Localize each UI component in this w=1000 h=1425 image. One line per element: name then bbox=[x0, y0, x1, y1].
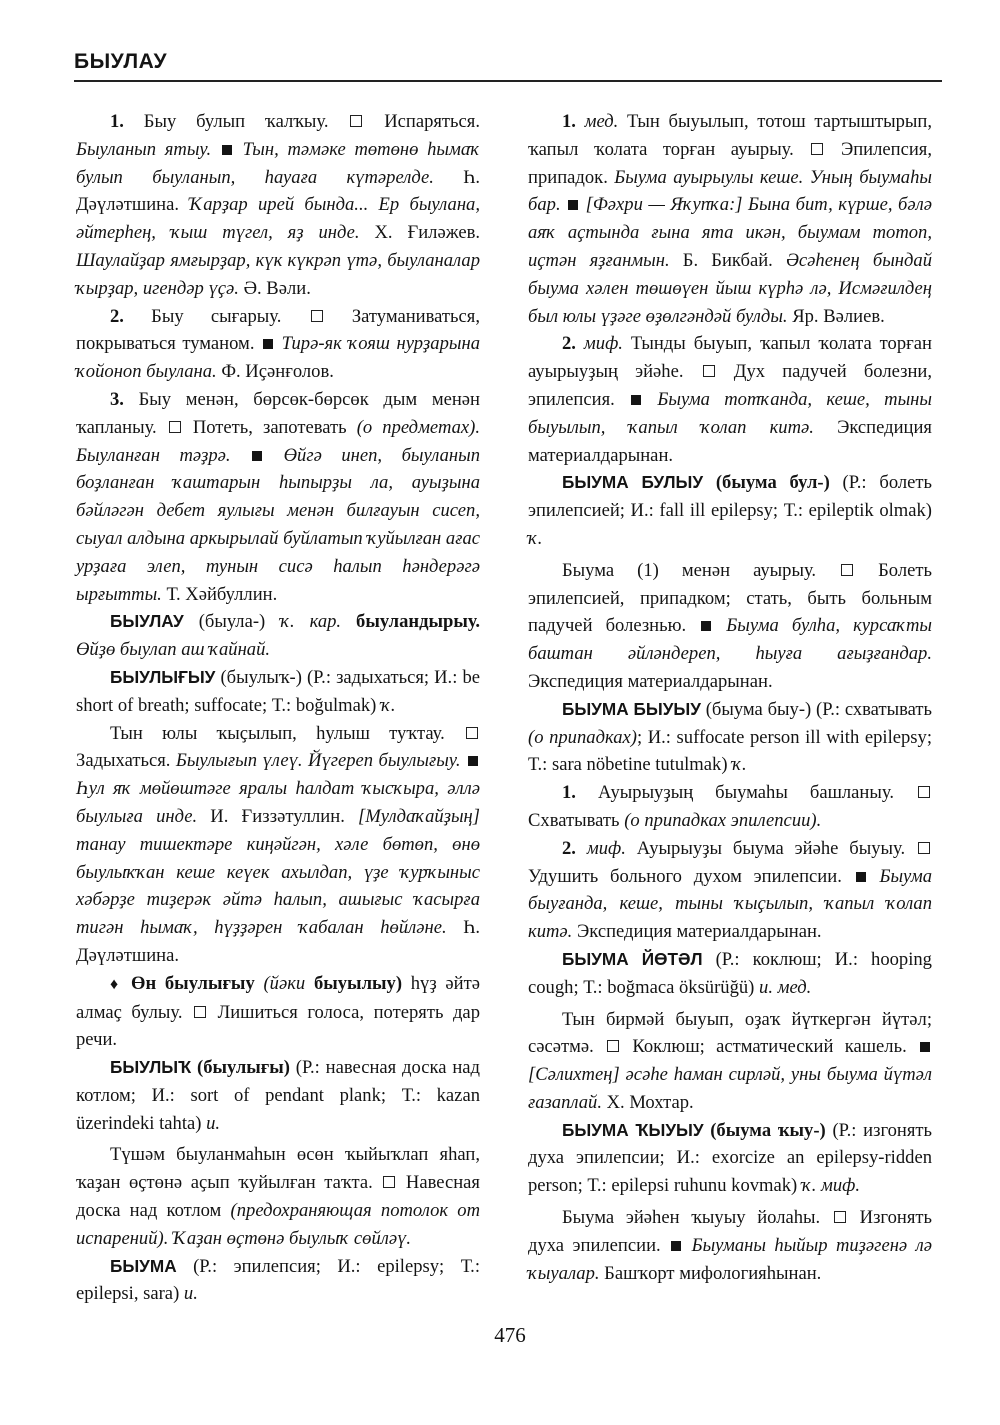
entry-byuma: БЫУМА (Р.: эпилепсия; И.: epilepsy; Т.: epilepsi, sara) и. bbox=[76, 1255, 480, 1305]
entry-byuma-byuyu-sense-1: 1. Ауырыуҙың быумаһы башланыу. Схватывать (о припадках эпилепсии). bbox=[528, 779, 932, 835]
russian-marker-icon bbox=[383, 1176, 395, 1188]
sense-3: 3. Быу менән, бөрсөк-бөрсөк дым менән ҡапланыу. Потеть, запотевать (о предметах). Быуланған тәҙрә. Өйгә инеп, быуланып боҙланған ҡаштарын һыпырҙы ла, ауыҙына бәйләгән дебет яулығы менән билғауын сисеп, сыуал алдына аркырылай буйлатып ҡуйылған ағас урҙаға элеп, тунын сисә һалып һәндерәгә ырғытты. Т. Хәйбуллин. bbox=[76, 388, 481, 605]
example-marker-icon bbox=[568, 200, 578, 210]
entry-byulyq: БЫУЛЫҠ (быулығы) (Р.: навесная доска над котлом; И.: sort of pendant plank; Т.: kazan üzerindeki tahta) и. bbox=[76, 1057, 480, 1134]
entry-byuma-yotel-sense: Тын бирмәй быуып, оҙаҡ йүткергән йүтәл; сәсәтмә. Коклюш; астматический кашель. [Сәлихтең] әсәһе һаман сирләй, уны быума йүтәл ғазаплай. Х. Мохтар. bbox=[528, 1008, 932, 1113]
russian-marker-icon bbox=[350, 115, 362, 127]
entry-byulyghyu: БЫУЛЫҒЫУ (быулыҡ-) (Р.: задыхаться; И.: be short of breath; suffocate; Т.: boğulmak) ҡ. bbox=[76, 666, 480, 716]
phrase-on-byulyghyu: ♦ Өн быулығыу (йәки быуылыу) һүҙ әйтә алмаҫ булыу. Лишиться голоса, потерять дар речи. bbox=[76, 972, 480, 1051]
entry-byuma-byuyu-sense-2: 2. миф. Ауырыуҙы быума эйәһе быуыу. Удушить больного духом эпилепсии. Быума быуғанда, кеше, тыны ҡыҫылып, ҡапыл ҡолап китә. Экспедиция материалдарынан. bbox=[528, 837, 932, 943]
sense-2: 2. Быу сығарыу. Затуманиваться, покрываться туманом. Тирә-як ҡояш нурҙарына ҡойоноп быулана. Ф. Иҫәнғолов. bbox=[76, 305, 480, 383]
russian-marker-icon bbox=[841, 564, 853, 576]
russian-marker-icon bbox=[466, 727, 478, 739]
russian-marker-icon bbox=[918, 842, 930, 854]
russian-marker-icon bbox=[834, 1211, 846, 1223]
header-rule bbox=[74, 80, 942, 82]
running-header: БЫУЛАУ bbox=[74, 50, 168, 73]
byuma-sense-2: 2. миф. Тынды быуып, ҡапыл ҡолата торған ауырыуҙың эйәһе. Дух падучей болезни, эпилепсия. Быума тотҡанда, кеше, тыны быуылып, ҡапыл ҡолап китә. Экспедиция материалдарынан. bbox=[528, 333, 933, 466]
russian-marker-icon bbox=[311, 310, 323, 322]
russian-marker-icon bbox=[607, 1040, 619, 1052]
byuma-sense-1: 1. мед. Тын быуылып, тотош тартыштырып, ҡапыл ҡолата торған ауырыу. Эпилепсия, припадок. Быума ауырыулы кеше. Уның быумаһы бар. [Фәхри — Яҡупҡа:] Бына бит, күрше, бәлә аяҡ аҫтында ғына ята икән, быумам тотоп, иҫтән яҙғанмын. Б. Бикбай. Әсәһенең бындай быума хәлен төшөүен йыш күрһә лә, Исмәғилдең был юлы үҙәге өҙөлгәндәй булды. Яр. Вәлиев. bbox=[528, 111, 933, 327]
example-marker-icon bbox=[263, 339, 273, 349]
russian-marker-icon bbox=[169, 421, 181, 433]
example-marker-icon bbox=[856, 872, 866, 882]
entry-byuma-byuyu: БЫУМА БЫУЫУ (быума быу-) (Р.: схватывать (о припадках); И.: suffocate person ill with epilepsy; Т.: sara nöbetine tutulmak) ҡ. bbox=[528, 698, 932, 776]
entry-byuma-bulyu-sense: Быума (1) менән ауырыу. Болеть эпилепсией, припадком; стать, быть больным падучей болезнью. Быума булһа, курсаҡты баштан әйләндереп, һыуға ағыҙғандар. Экспедиция материалдарынан. bbox=[528, 559, 933, 692]
example-marker-icon bbox=[631, 395, 641, 405]
entry-byuma-yotel: БЫУМА ЙӨТӘЛ (Р.: коклюш; И.: hooping cough; Т.: boğmaca öksürüğü) и. мед. bbox=[528, 948, 932, 998]
page-number: 476 bbox=[494, 1323, 526, 1347]
example-marker-icon bbox=[701, 621, 711, 631]
russian-marker-icon bbox=[918, 786, 930, 798]
phrase-diamond-icon: ♦ bbox=[110, 975, 123, 993]
right-column bbox=[528, 108, 932, 1287]
entry-byuma-quyyu: БЫУМА ҠЫУЫУ (быума ҡыу-) (Р.: изгонять духа эпилепсии; И.: exorcize an epilepsy-ridden person; Т.: epilepsi ruhunu kovmak) ҡ. миф. bbox=[528, 1119, 933, 1197]
entry-byuma-bulyu: БЫУМА БУЛЫУ (быума бул-) (Р.: болеть эпилепсией; И.: fall ill epilepsy; Т.: epileptik olmak) ҡ. bbox=[528, 472, 933, 549]
russian-marker-icon bbox=[194, 1006, 206, 1018]
example-marker-icon bbox=[671, 1241, 681, 1251]
entry-byulau: БЫУЛАУ (быула-) ҡ. кар. быуландырыу. Өйҙө быулап аш ҡайнай. bbox=[76, 611, 480, 661]
russian-marker-icon bbox=[811, 143, 823, 155]
entry-byulyq-sense: Түшәм быуланмаһын өсөн ҡыйыҡлап яһап, ҡаҙан өҫтөнә аҫып ҡуйылған таҡта. Навесная доска над котлом (предохраняющая потолок от испарений). Ҡаҙан өҫтөнә быулыҡ сөйләү. bbox=[76, 1144, 480, 1249]
sense-1: 1. Быу булып ҡалҡыу. Испаряться. Быуланып ятыу. Тын, тәмәке төтөнө һымаҡ булып быуланып, һауаға күтәрелде. Һ. Дәүләтшина. Ҡарҙар ирей бында... Ер быулана, әйтерһең, ҡыш түгел, яҙ инде. Х. Ғиләжев. Шаулайҙар ямғырҙар, күк күкрәп үтә, быуланалар ҡырҙар, игендәр үҫә. Ә. Вәли. bbox=[76, 111, 480, 299]
entry-byuma-quyyu-sense: Быума эйәһен ҡыуыу йолаһы. Изгонять духа эпилепсии. Быуманы һыйыр тиҙәгенә лә ҡыуалар. Башҡорт мифологияһынан. bbox=[528, 1207, 932, 1284]
example-marker-icon bbox=[468, 756, 478, 766]
entry-byulyghyu-sense: Тын юлы ҡыҫылып, һулыш туҡтау. Задыхаться. Быулығып үлеү. Йүгереп быулығыу. Һул яҡ мөйөштәге яралы һалдат ҡысҡыра, әллә быулыға инде. И. Ғиззәтуллин. [Мулдаҡайҙың] танау тишектәре киңәйгән, хәле бөтөп, өнө быулыҡҡан кеше кеүек ахылдап, үҙе ҡурҡыныс хәбәрҙе тиҙерәк әйтә һалып, ашығыс ҡасырға тигән һымаҡ, һүҙҙәрен ҡабалан һөйләне. Һ. Дәүләтшина. bbox=[76, 722, 481, 966]
left-column bbox=[76, 108, 480, 1308]
russian-marker-icon bbox=[703, 365, 715, 377]
example-marker-icon bbox=[222, 145, 232, 155]
example-marker-icon bbox=[252, 451, 262, 461]
example-marker-icon bbox=[920, 1042, 930, 1052]
